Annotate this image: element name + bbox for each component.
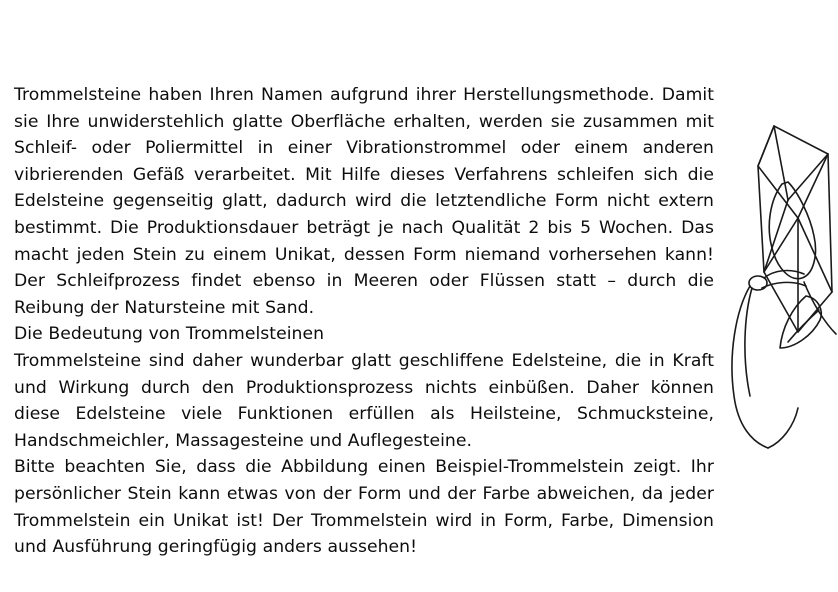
document-text-block xyxy=(14,82,714,561)
paragraph-intro: Trommelsteine haben Ihren Namen aufgrund ihrer Herstellungsmethode. Damit sie Ihre unwiderstehlich glatte Oberfläche erhalten, werden sie zusammen mit Schleif- oder Poliermittel in einer Vibrationstrommel oder einem anderen vibrierenden Gefäß verarbeitet. Mit Hilfe dieses Verfahrens schleifen sich die Edelsteine gegenseitig glatt, dadurch wird die letztendliche Form nicht extern bestimmt. Die Produktionsdauer beträgt je nach Qualität 2 bis 5 Wochen. Das macht jeden Stein zu einem Unikat, dessen Form niemand vorhersehen kann! Der Schleifprozess findet ebenso in Meeren oder Flüssen statt – durch die Reibung der Natursteine mit Sand. xyxy=(14,85,714,318)
paragraph-disclaimer: Bitte beachten Sie, dass die Abbildung einen Beispiel-Trommelstein zeigt. Ihr persönlicher Stein kann etwas von der Form und der Farbe abweichen, da jeder Trommelstein ein Unikat ist! Der Trommelstein wird in Form, Farbe, Dimension und Ausführung geringfügig anders aussehen! xyxy=(14,457,714,558)
paragraph-meaning-body: Trommelsteine sind daher wunderbar glatt geschliffene Edelsteine, die in Kraft und Wirkung durch den Produktionsprozess nichts einbüßen. Daher können diese Edelsteine viele Funktionen erfüllen als Heilsteine, Schmucksteine, Handschmeichler, Massagesteine und Auflegesteine. xyxy=(14,350,714,451)
paragraph-heading-meaning: Die Bedeutung von Trommelsteinen xyxy=(14,324,325,345)
